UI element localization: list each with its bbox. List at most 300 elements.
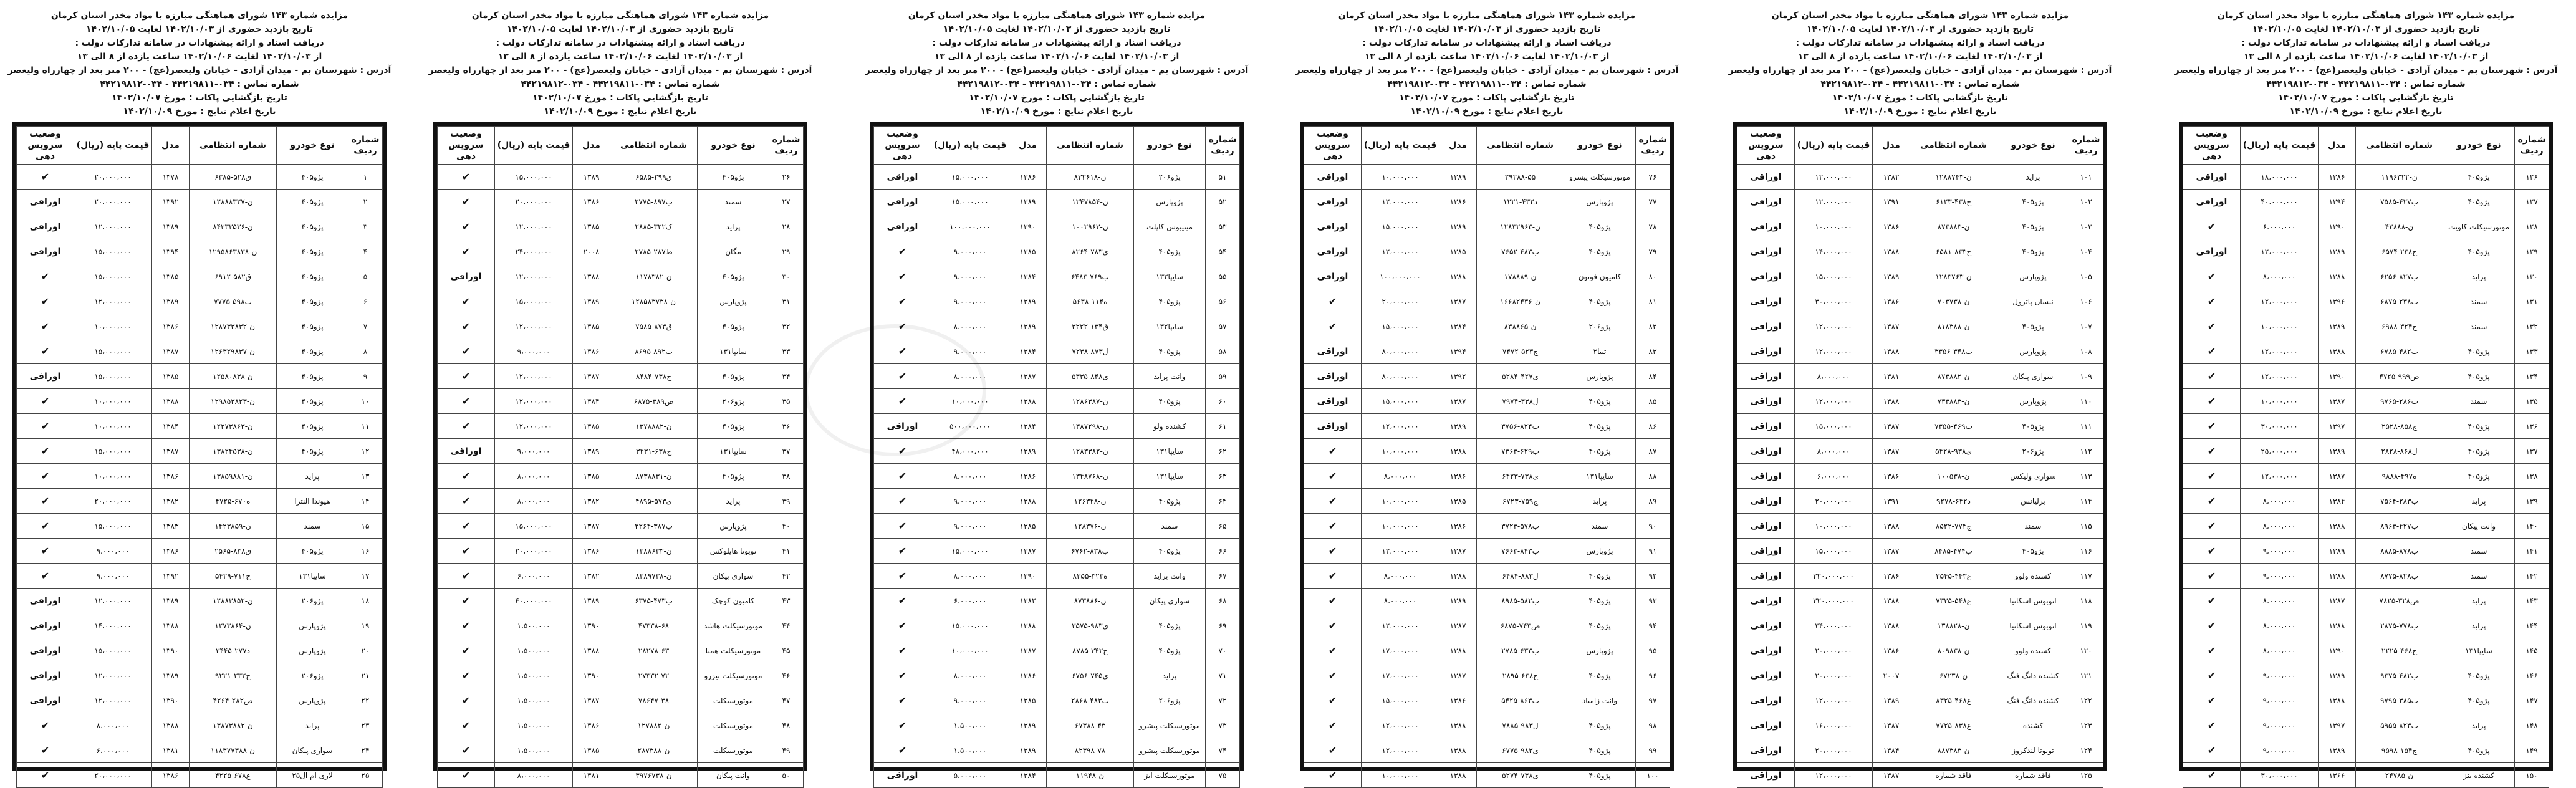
row-number: ۷۹	[1636, 239, 1670, 264]
row-number: ۲۹	[769, 239, 804, 264]
row-number: ۱۲۷	[2515, 190, 2549, 214]
table-row	[17, 663, 383, 688]
table-row	[1737, 539, 2103, 564]
base-price: ۸،۰۰۰،۰۰۰	[2241, 514, 2319, 539]
column-header: قیمت پایه (ریال)	[931, 127, 1009, 165]
vehicle-table	[873, 126, 1240, 788]
model-year: ۱۳۹۴	[152, 239, 190, 264]
model-year: ۲۰۰۸	[573, 239, 610, 264]
plate-number: ۲۷ب۸۹۷-۷۵	[610, 190, 698, 214]
model-year: ۱۳۸۵	[573, 738, 610, 763]
column-header: مدل	[1873, 127, 1910, 165]
plate-number: ۶۷ی۷۴۵-۵۶	[1047, 663, 1134, 688]
base-price: ۱۲،۰۰۰،۰۰۰	[1362, 239, 1439, 264]
row-number: ۹۲	[1636, 564, 1670, 589]
vehicle-type: پژو۴۰۵	[1564, 763, 1636, 788]
service-status: اوراقی	[1737, 663, 1795, 688]
header-line: تاریخ اعلام نتایج : مورخ ۱۴۰۲/۱۰/۰۹	[1410, 107, 1564, 117]
table-header-row	[438, 127, 804, 165]
table-row	[874, 489, 1240, 514]
model-year: ۱۳۸۵	[573, 314, 610, 339]
row-number: ۹۵	[1636, 638, 1670, 663]
row-number: ۶۶	[1206, 539, 1240, 564]
base-price: ۱۵،۰۰۰،۰۰۰	[931, 190, 1009, 214]
row-number: ۱۴۵	[2515, 638, 2549, 663]
service-status: ✔	[1304, 613, 1362, 638]
base-price: ۹،۰۰۰،۰۰۰	[931, 264, 1009, 289]
base-price: ۱۲،۰۰۰،۰۰۰	[1795, 763, 1873, 788]
model-year: ۱۳۸۲	[573, 489, 610, 514]
table-row	[17, 364, 383, 389]
vehicle-type: وانت زامیاد	[1564, 688, 1636, 713]
model-year: ۱۳۹۰	[573, 663, 610, 688]
base-price: ۲۰،۰۰۰،۰۰۰	[495, 539, 573, 564]
column-header: شماره انتظامی	[1477, 127, 1564, 165]
vehicle-type: پژو۴۰۵	[1134, 539, 1206, 564]
vehicle-type: پراید	[277, 713, 348, 738]
plate-number: ۹۲ج۲۳۲-۲۱	[190, 663, 277, 688]
row-number: ۸۳	[1636, 339, 1670, 364]
plate-number: ۶۷۳۸۸-۴۳	[1047, 713, 1134, 738]
base-price: ۶،۰۰۰،۰۰۰	[495, 564, 573, 589]
model-year: ۱۳۸۸	[1873, 239, 1910, 264]
table-row	[2183, 688, 2549, 713]
vehicle-type: پژوپارس	[698, 289, 769, 314]
service-status: اوراقی	[1737, 389, 1795, 414]
service-status: ✔	[17, 314, 74, 339]
table-row	[2183, 339, 2549, 364]
base-price: ۸،۰۰۰،۰۰۰	[495, 464, 573, 489]
row-number: ۶۵	[1206, 514, 1240, 539]
model-year: ۱۳۸۹	[1439, 589, 1477, 613]
service-status: اوراقی	[874, 165, 931, 190]
row-number: ۱۱۳	[2069, 464, 2103, 489]
plate-number: ن-۴۳۸۸۸	[2356, 214, 2443, 239]
vehicle-table	[437, 126, 804, 788]
row-number: ۸۲	[1636, 314, 1670, 339]
model-year: ۱۳۸۷	[1873, 763, 1910, 788]
base-price: ۱۰،۰۰۰،۰۰۰	[1795, 214, 1873, 239]
model-year: ۱۳۸۷	[573, 688, 610, 713]
service-status: ✔	[17, 539, 74, 564]
model-year: ۱۳۸۵	[1009, 514, 1047, 539]
plate-number: ۸۳ع۴۶۸-۲۵	[1910, 688, 1997, 713]
service-status: ✔	[1304, 564, 1362, 589]
model-year: ۱۳۶۶	[2319, 763, 2356, 788]
model-year: ۱۳۸۸	[573, 638, 610, 663]
column-header: قیمت پایه (ریال)	[2241, 127, 2319, 165]
table-row	[1304, 439, 1670, 464]
row-number: ۳۸	[769, 464, 804, 489]
model-year: ۱۳۹۶	[2319, 289, 2356, 314]
service-status: اوراقی	[1304, 214, 1362, 239]
table-row	[874, 564, 1240, 589]
row-number: ۱۳۴	[2515, 364, 2549, 389]
base-price: ۳۲۰،۰۰۰،۰۰۰	[1795, 564, 1873, 589]
row-number: ۶۴	[1206, 489, 1240, 514]
row-number: ۵۵	[1206, 264, 1240, 289]
watermark-seal	[804, 324, 986, 456]
base-price: ۸۰،۰۰۰،۰۰۰	[1362, 339, 1439, 364]
service-status: ✔	[17, 339, 74, 364]
model-year: ۱۳۸۶	[1873, 564, 1910, 589]
model-year: ۱۳۸۵	[573, 214, 610, 239]
base-price: ۱۲،۰۰۰،۰۰۰	[74, 663, 152, 688]
table-row	[438, 239, 804, 264]
row-number: ۶۱	[1206, 414, 1240, 439]
service-status: ✔	[438, 539, 495, 564]
vehicle-type: پژو۴۰۵	[277, 214, 348, 239]
column-header: مدل	[573, 127, 610, 165]
service-status: ✔	[2183, 339, 2241, 364]
plate-number: ۴۷ه۶۷۰-۲۵	[190, 489, 277, 514]
service-status: ✔	[2183, 738, 2241, 763]
notice-header	[0, 9, 399, 118]
row-number: ۹۷	[1636, 688, 1670, 713]
row-number: ۶۸	[1206, 589, 1240, 613]
vehicle-type: پژو۴۰۵	[1134, 489, 1206, 514]
table-row	[438, 414, 804, 439]
base-price: ۱۰،۰۰۰،۰۰۰	[1362, 439, 1439, 464]
table-row	[2183, 638, 2549, 663]
service-status: ✔	[2183, 289, 2241, 314]
base-price: ۲۰،۰۰۰،۰۰۰	[1795, 738, 1873, 763]
base-price: ۹،۰۰۰،۰۰۰	[2241, 688, 2319, 713]
notice-header	[857, 9, 1256, 118]
table-row	[1737, 239, 2103, 264]
service-status: ✔	[438, 688, 495, 713]
vehicle-type: پژوپارس	[1564, 190, 1636, 214]
table-row	[874, 289, 1240, 314]
table-row	[1737, 613, 2103, 638]
model-year: ۱۳۸۵	[152, 264, 190, 289]
plate-number: ۷۷ب۵۹۸-۷۵	[190, 289, 277, 314]
header-line: آدرس : شهرستان بم - میدان آزادی - خیابان ولیعصر(عج) - ۲۰۰ متر بعد از چهارراه ولیعصر	[428, 65, 812, 75]
table-row	[17, 514, 383, 539]
row-number: ۳۵	[769, 389, 804, 414]
plate-number: ۶۳ق۵۲۸-۸۵	[190, 165, 277, 190]
model-year: ۱۳۸۲	[573, 564, 610, 589]
column-header: وضعیت سرویس دهی	[438, 127, 495, 165]
base-price: ۲۰،۰۰۰،۰۰۰	[495, 190, 573, 214]
vehicle-type: پژوپارس	[277, 613, 348, 638]
service-status: ✔	[438, 314, 495, 339]
table-row	[1304, 713, 1670, 738]
base-price: ۱۵،۰۰۰،۰۰۰	[74, 339, 152, 364]
service-status: اوراقی	[17, 663, 74, 688]
plate-number: ن-۱۲۸۷۳۳۸۳۲	[190, 314, 277, 339]
base-price: ۸،۰۰۰،۰۰۰	[1795, 439, 1873, 464]
model-year: ۱۳۹۰	[1009, 564, 1047, 589]
vehicle-type: پژو۴۰۵	[1134, 613, 1206, 638]
base-price: ۹،۰۰۰،۰۰۰	[2241, 713, 2319, 738]
service-status: اوراقی	[1304, 239, 1362, 264]
model-year: ۱۳۸۷	[1873, 439, 1910, 464]
plate-number: ۲۸۲۷۸-۶۳	[610, 638, 698, 663]
row-number: ۱۳۷	[2515, 439, 2549, 464]
model-year: ۱۳۸۷	[1009, 638, 1047, 663]
plate-number: ۶۷ب۴۸۲-۸۵	[2356, 339, 2443, 364]
base-price: ۱۲،۰۰۰،۰۰۰	[74, 214, 152, 239]
service-status: ✔	[874, 339, 931, 364]
table-row	[1304, 638, 1670, 663]
plate-number: ۷۷ع۸۳۸-۲۵	[1910, 713, 1997, 738]
plate-number: ۹۳ب۴۸۲-۷۵	[2356, 663, 2443, 688]
service-status: ✔	[874, 289, 931, 314]
row-number: ۱۴۳	[2515, 589, 2549, 613]
table-row	[1737, 439, 2103, 464]
vehicle-type: موتورسیکلت هاشد	[698, 613, 769, 638]
plate-number: ۳۴ج۶۳۸-۳۱	[610, 439, 698, 464]
table-row	[874, 165, 1240, 190]
base-price: ۱۰،۰۰۰،۰۰۰	[1362, 489, 1439, 514]
vehicle-type: پژوپارس	[1997, 339, 2069, 364]
vehicle-type: پژو۴۰۵	[2443, 239, 2515, 264]
plate-number: ۵۶ه۱۱۴-۳۸	[1047, 289, 1134, 314]
row-number: ۲۶	[769, 165, 804, 190]
model-year: ۱۳۸۸	[1009, 389, 1047, 414]
vehicle-type: تویوتا هایلوکس	[698, 539, 769, 564]
base-price: ۱۵،۰۰۰،۰۰۰	[74, 638, 152, 663]
table-header-row	[1737, 127, 2103, 165]
table-row	[1304, 489, 1670, 514]
plate-number: ن-۱۲۸۸۳۸۵۲	[190, 589, 277, 613]
service-status: اوراقی	[438, 264, 495, 289]
model-year: ۱۳۸۱	[152, 738, 190, 763]
vehicle-type: کشنده بنز	[2443, 763, 2515, 788]
model-year: ۱۳۹۰	[2319, 214, 2356, 239]
model-year: ۱۳۸۹	[1009, 738, 1047, 763]
table-row	[874, 713, 1240, 738]
base-price: ۱۷،۰۰۰،۰۰۰	[1362, 638, 1439, 663]
service-status: ✔	[2183, 688, 2241, 713]
vehicle-type: پراید	[2443, 613, 2515, 638]
model-year: ۱۳۸۴	[1009, 339, 1047, 364]
vehicle-type: پژو۲۰۶	[277, 589, 348, 613]
table-row	[1737, 663, 2103, 688]
table-row	[17, 638, 383, 663]
table-row	[2183, 489, 2549, 514]
vehicle-type: پژو۴۰۵	[1564, 613, 1636, 638]
plate-number: ن-۱۱۹۶۳۲۲	[2356, 165, 2443, 190]
model-year: ۱۳۸۶	[1873, 214, 1910, 239]
plate-number: ۶۴ی۷۳۸-۲۳	[1477, 464, 1564, 489]
plate-number: ۴۷۳۳۸-۶۸	[610, 613, 698, 638]
model-year: ۱۳۸۸	[152, 613, 190, 638]
vehicle-type: پراید	[698, 214, 769, 239]
base-price: ۱۴،۰۰۰،۰۰۰	[74, 613, 152, 638]
service-status: ✔	[438, 738, 495, 763]
vehicle-type: نیسان پاترول	[1997, 289, 2069, 314]
model-year: ۱۳۸۹	[2319, 314, 2356, 339]
service-status: ✔	[874, 264, 931, 289]
base-price: ۱۲،۰۰۰،۰۰۰	[74, 688, 152, 713]
row-number: ۹۶	[1636, 663, 1670, 688]
row-number: ۱۰۰	[1636, 763, 1670, 788]
vehicle-type: مگان	[698, 239, 769, 264]
plate-number: ن-۱۳۸۷۲۹۸	[1047, 414, 1134, 439]
service-status: ✔	[2183, 589, 2241, 613]
vehicle-type: سواری پیکان	[277, 738, 348, 763]
table-row	[2183, 663, 2549, 688]
table-row	[2183, 214, 2549, 239]
header-line: آدرس : شهرستان بم - میدان آزادی - خیابان ولیعصر(عج) - ۲۰۰ متر بعد از چهارراه ولیعصر	[1295, 65, 1679, 75]
service-status: اوراقی	[17, 239, 74, 264]
vehicle-type: پژو۴۰۵	[1564, 713, 1636, 738]
row-number: ۱	[348, 165, 383, 190]
service-status: اوراقی	[1737, 165, 1795, 190]
row-number: ۵۷	[1206, 314, 1240, 339]
row-number: ۱۵۰	[2515, 763, 2549, 788]
plate-number: ن-۱۳۸۵۹۸۸۱	[190, 464, 277, 489]
base-price: ۱۲،۰۰۰،۰۰۰	[1362, 190, 1439, 214]
vehicle-type: پژو۴۰۵	[1564, 414, 1636, 439]
service-status: ✔	[438, 165, 495, 190]
vehicle-type: موتورسیکلت	[698, 713, 769, 738]
model-year: ۱۳۸۷	[1439, 389, 1477, 414]
service-status: اوراقی	[2183, 239, 2241, 264]
row-number: ۸۸	[1636, 464, 1670, 489]
base-price: ۱۲،۰۰۰،۰۰۰	[1362, 613, 1439, 638]
service-status: اوراقی	[1737, 489, 1795, 514]
plate-number: ۲۷۳۳۲-۷۲	[610, 663, 698, 688]
service-status: ✔	[17, 439, 74, 464]
header-line: آدرس : شهرستان بم - میدان آزادی - خیابان ولیعصر(عج) - ۲۰۰ متر بعد از چهارراه ولیعصر	[2174, 65, 2558, 75]
vehicle-type: پژوپارس	[1997, 389, 2069, 414]
vehicle-type: پژو۴۰۵	[277, 364, 348, 389]
plate-number: ن-۱۲۷۳۸۶۴	[190, 613, 277, 638]
vehicle-table	[16, 126, 383, 788]
plate-number: ن-۱۳۴۸۷۶۸	[1047, 464, 1134, 489]
plate-number: ۲۸ب۷۷۸-۷۵	[2356, 613, 2443, 638]
base-price: ۶،۰۰۰،۰۰۰	[931, 589, 1009, 613]
table-row	[1304, 763, 1670, 788]
base-price: ۹،۰۰۰،۰۰۰	[2241, 539, 2319, 564]
service-status: اوراقی	[874, 763, 931, 788]
plate-number: ن-۱۲۵۸۰۸۳۸	[190, 364, 277, 389]
vehicle-type: پژو۲۰۶	[1134, 165, 1206, 190]
service-status: اوراقی	[1737, 239, 1795, 264]
vehicle-type: پژو۴۰۵	[698, 264, 769, 289]
plate-number: ۸۷ج۳۴۲-۸۵	[1047, 638, 1134, 663]
table-row	[1737, 389, 2103, 414]
table-row	[1737, 564, 2103, 589]
service-status: ✔	[2183, 314, 2241, 339]
vehicle-type: پژو۴۰۵	[277, 439, 348, 464]
model-year: ۱۳۸۱	[1873, 364, 1910, 389]
plate-number: ۶۸ص۷۴۳-۷۵	[1477, 613, 1564, 638]
table-row	[438, 264, 804, 289]
notice-sheet	[2166, 0, 2565, 781]
row-number: ۲۸	[769, 214, 804, 239]
table-row	[1304, 214, 1670, 239]
base-price: ۸،۰۰۰،۰۰۰	[2241, 589, 2319, 613]
vehicle-table-frame	[12, 122, 387, 781]
row-number: ۴۵	[769, 638, 804, 663]
service-status: اوراقی	[1737, 539, 1795, 564]
plate-number: ۵۲ی۷۳۸-۷۴	[1477, 763, 1564, 788]
vehicle-type: پژو۲۰۶	[1134, 688, 1206, 713]
plate-number: ن-۸۳۸۸۶۵	[1477, 314, 1564, 339]
service-status: ✔	[17, 165, 74, 190]
table-row	[2183, 364, 2549, 389]
row-number: ۸۹	[1636, 489, 1670, 514]
row-number: ۱۰۱	[2069, 165, 2103, 190]
base-price: ۵،۰۰۰،۰۰۰	[931, 763, 1009, 788]
notice-sheet	[1721, 0, 2120, 781]
vehicle-type: سایپا۱۳۱	[1134, 439, 1206, 464]
table-row	[438, 214, 804, 239]
row-number: ۱۴۴	[2515, 613, 2549, 638]
model-year: ۱۳۸۹	[1439, 414, 1477, 439]
service-status: ✔	[438, 289, 495, 314]
base-price: ۱۵،۰۰۰،۰۰۰	[931, 613, 1009, 638]
vehicle-type: پژو۴۰۵	[1997, 214, 2069, 239]
row-number: ۸	[348, 339, 383, 364]
base-price: ۱۵،۰۰۰،۰۰۰	[931, 539, 1009, 564]
service-status: ✔	[2183, 564, 2241, 589]
model-year: ۱۳۹۱	[1873, 190, 1910, 214]
row-number: ۹۸	[1636, 713, 1670, 738]
plate-number: ن-۱۱۷۸۳۸۲	[610, 264, 698, 289]
service-status: ✔	[17, 763, 74, 788]
table-row	[2183, 589, 2549, 613]
row-number: ۵۰	[769, 763, 804, 788]
service-status: ✔	[438, 389, 495, 414]
model-year: ۱۳۸۹	[1009, 713, 1047, 738]
row-number: ۴۹	[769, 738, 804, 763]
header-line: تاریخ بازگشایی پاکات : مورخ ۱۴۰۲/۱۰/۰۷	[1399, 93, 1575, 103]
row-number: ۷۷	[1636, 190, 1670, 214]
base-price: ۸،۰۰۰،۰۰۰	[1362, 589, 1439, 613]
row-number: ۹۰	[1636, 514, 1670, 539]
base-price: ۶،۰۰۰،۰۰۰	[2241, 214, 2319, 239]
row-number: ۱۳۰	[2515, 264, 2549, 289]
model-year: ۱۳۸۸	[1439, 638, 1477, 663]
vehicle-type: پژو۴۰۵	[277, 289, 348, 314]
base-price: ۱۵،۰۰۰،۰۰۰	[1795, 264, 1873, 289]
plate-number: ن-۱۰۰۲۹۶۳	[1047, 214, 1134, 239]
plate-number: ۸۸ب۸۷۸-۸۵	[2356, 539, 2443, 564]
table-row	[438, 638, 804, 663]
model-year: ۱۳۸۶	[1009, 663, 1047, 688]
service-status: ✔	[2183, 763, 2241, 788]
vehicle-type: پژو۴۰۵	[1564, 663, 1636, 688]
table-row	[17, 539, 383, 564]
column-header: قیمت پایه (ریال)	[74, 127, 152, 165]
model-year: ۱۳۸۷	[1873, 539, 1910, 564]
table-row	[17, 738, 383, 763]
vehicle-table	[2183, 126, 2549, 788]
notice-sheet	[421, 0, 820, 781]
table-row	[874, 239, 1240, 264]
table-row	[17, 289, 383, 314]
base-price: ۱۵،۰۰۰،۰۰۰	[1795, 414, 1873, 439]
table-row	[17, 763, 383, 788]
table-row	[874, 514, 1240, 539]
model-year: ۱۳۸۶	[1009, 165, 1047, 190]
vehicle-type: کشنده	[1997, 713, 2069, 738]
column-header: نوع خودرو	[1134, 127, 1206, 165]
model-year: ۱۳۸۶	[573, 339, 610, 364]
service-status: اوراقی	[874, 214, 931, 239]
vehicle-type: پژو۴۰۵	[1997, 539, 2069, 564]
service-status: ✔	[438, 663, 495, 688]
plate-number: ۵۲ی۴۲۷-۸۴	[1477, 364, 1564, 389]
vehicle-type: پژو۴۰۵	[1134, 339, 1206, 364]
table-row	[17, 389, 383, 414]
vehicle-type: پژو۴۰۵	[277, 190, 348, 214]
